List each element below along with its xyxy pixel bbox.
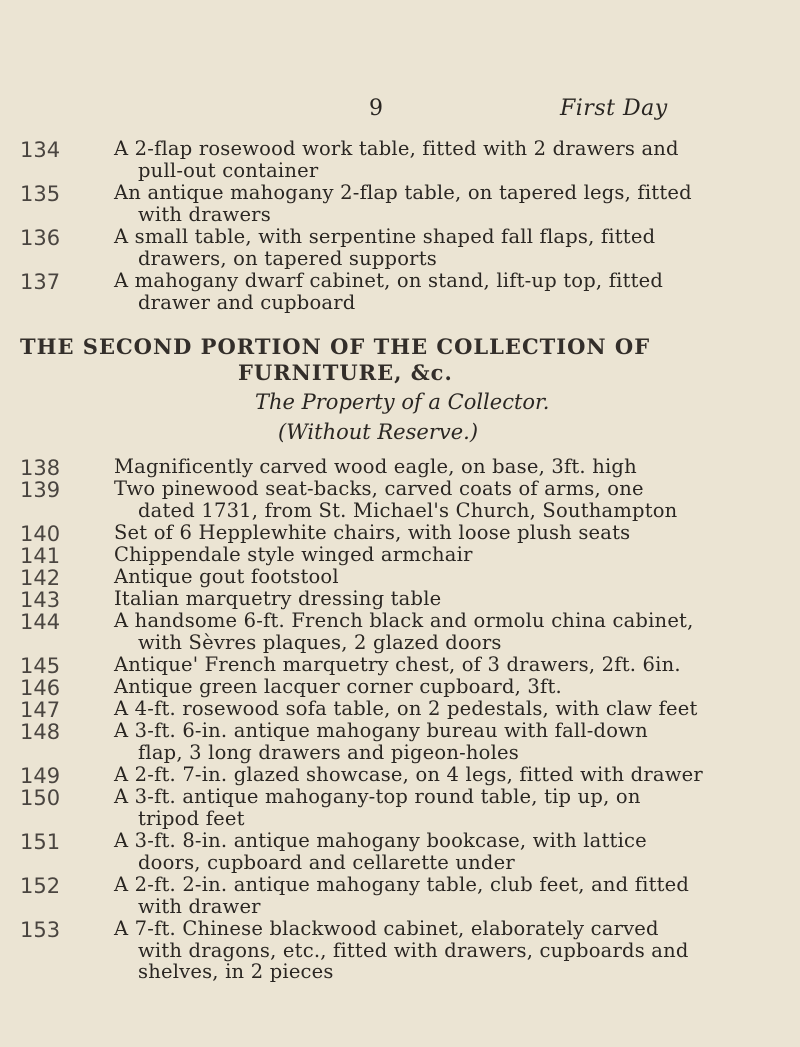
lot-description xyxy=(114,698,794,720)
section-title-line2: FURNITURE, &c. xyxy=(238,360,453,385)
lot-description-line: with drawer xyxy=(138,894,261,918)
lot-description-line: drawers, on tapered supports xyxy=(138,246,437,270)
lot-description-line: A mahogany dwarf cabinet, on stand, lift-up top, fitted xyxy=(114,269,664,292)
lot-number: 136 xyxy=(20,226,61,250)
lot-description-line: A handsome 6-ft. French black and ormolu china cabinet, xyxy=(114,609,694,632)
lot-number: 143 xyxy=(20,588,61,612)
lot-description-line: Set of 6 Hepplewhite chairs, with loose plush seats xyxy=(114,521,631,544)
lot-description-line: A small table, with serpentine shaped fall flaps, fitted xyxy=(114,225,656,248)
lot-description xyxy=(114,720,794,763)
lot-description xyxy=(114,226,794,269)
lot-description xyxy=(114,544,794,566)
lot-description-line: with dragons, etc., fitted with drawers, cupboards and xyxy=(138,938,689,962)
lot-description xyxy=(114,270,794,313)
lot-number: 149 xyxy=(20,764,61,788)
lot-description-line: flap, 3 long drawers and pigeon-holes xyxy=(138,740,519,764)
lot-number: 151 xyxy=(20,830,61,854)
reserve-note: (Without Reserve.) xyxy=(278,420,479,444)
lot-number: 146 xyxy=(20,676,61,700)
lot-description-line: A 2-flap rosewood work table, fitted with 2 drawers and xyxy=(114,137,679,160)
lot-description-line: dated 1731, from St. Michael's Church, Southampton xyxy=(138,498,678,522)
lot-description-line: doors, cupboard and cellarette under xyxy=(138,850,515,874)
lot-description xyxy=(114,764,794,786)
lot-number: 147 xyxy=(20,698,61,722)
lot-description xyxy=(114,478,794,521)
lot-description-line: A 3-ft. 8-in. antique mahogany bookcase, with lattice xyxy=(114,829,647,852)
lot-description xyxy=(114,566,794,588)
lot-number: 148 xyxy=(20,720,61,744)
lot-number: 138 xyxy=(20,456,61,480)
lot-description xyxy=(114,610,794,653)
section-title xyxy=(20,334,780,386)
lot-description xyxy=(114,874,794,917)
day-heading: First Day xyxy=(560,96,668,121)
lot-description-line: pull-out container xyxy=(138,158,319,182)
lot-description-line: drawer and cupboard xyxy=(138,290,356,314)
lot-description-line: tripod feet xyxy=(138,806,245,830)
lot-number: 144 xyxy=(20,610,61,634)
lot-number: 153 xyxy=(20,918,61,942)
lot-description xyxy=(114,456,794,478)
lot-description xyxy=(114,786,794,829)
lot-description xyxy=(114,588,794,610)
lot-number: 145 xyxy=(20,654,61,678)
lot-description-line: Antique' French marquetry chest, of 3 drawers, 2ft. 6in. xyxy=(114,653,681,676)
lot-number: 135 xyxy=(20,182,61,206)
page-number: 9 xyxy=(369,96,383,121)
lot-description xyxy=(114,654,794,676)
lot-description xyxy=(114,918,794,983)
lot-description-line: Antique green lacquer corner cupboard, 3ft. xyxy=(114,675,562,698)
section-title-line1: THE SECOND PORTION OF THE COLLECTION OF xyxy=(20,334,651,359)
lot-description-line: An antique mahogany 2-flap table, on tapered legs, fitted xyxy=(114,181,692,204)
lot-number: 142 xyxy=(20,566,61,590)
lot-description xyxy=(114,830,794,873)
lot-description-line: shelves, in 2 pieces xyxy=(138,960,334,983)
page-header xyxy=(0,96,800,126)
lot-description-line: A 2-ft. 2-in. antique mahogany table, club feet, and fitted xyxy=(114,873,690,896)
lot-description-line: Italian marquetry dressing table xyxy=(114,587,442,610)
lot-number: 140 xyxy=(20,522,61,546)
lot-description xyxy=(114,676,794,698)
lot-number: 137 xyxy=(20,270,61,294)
lot-description-line: Antique gout footstool xyxy=(114,565,339,588)
lot-number: 141 xyxy=(20,544,61,568)
lot-description-line: A 3-ft. antique mahogany-top round table, tip up, on xyxy=(114,785,641,808)
lot-description xyxy=(114,182,794,225)
lot-description-line: A 7-ft. Chinese blackwood cabinet, elaborately carved xyxy=(114,917,659,940)
lot-number: 139 xyxy=(20,478,61,502)
lot-description-line: Chippendale style winged armchair xyxy=(114,543,473,566)
lot-description-line: Magnificently carved wood eagle, on base, 3ft. high xyxy=(114,455,637,478)
lot-description-line: A 4-ft. rosewood sofa table, on 2 pedestals, with claw feet xyxy=(114,697,698,720)
lot-number: 134 xyxy=(20,138,61,162)
lot-description-line: A 2-ft. 7-in. glazed showcase, on 4 legs, fitted with drawer xyxy=(114,763,703,786)
property-note: The Property of a Collector. xyxy=(255,390,550,414)
lot-description-line: with drawers xyxy=(138,202,271,226)
lot-description-line: Two pinewood seat-backs, carved coats of arms, one xyxy=(114,477,644,500)
lot-description xyxy=(114,138,794,181)
lot-description-line: with Sèvres plaques, 2 glazed doors xyxy=(138,630,502,654)
lot-description-line: A 3-ft. 6-in. antique mahogany bureau with fall-down xyxy=(114,719,648,742)
lot-number: 152 xyxy=(20,874,61,898)
lot-description xyxy=(114,522,794,544)
lot-number: 150 xyxy=(20,786,61,810)
